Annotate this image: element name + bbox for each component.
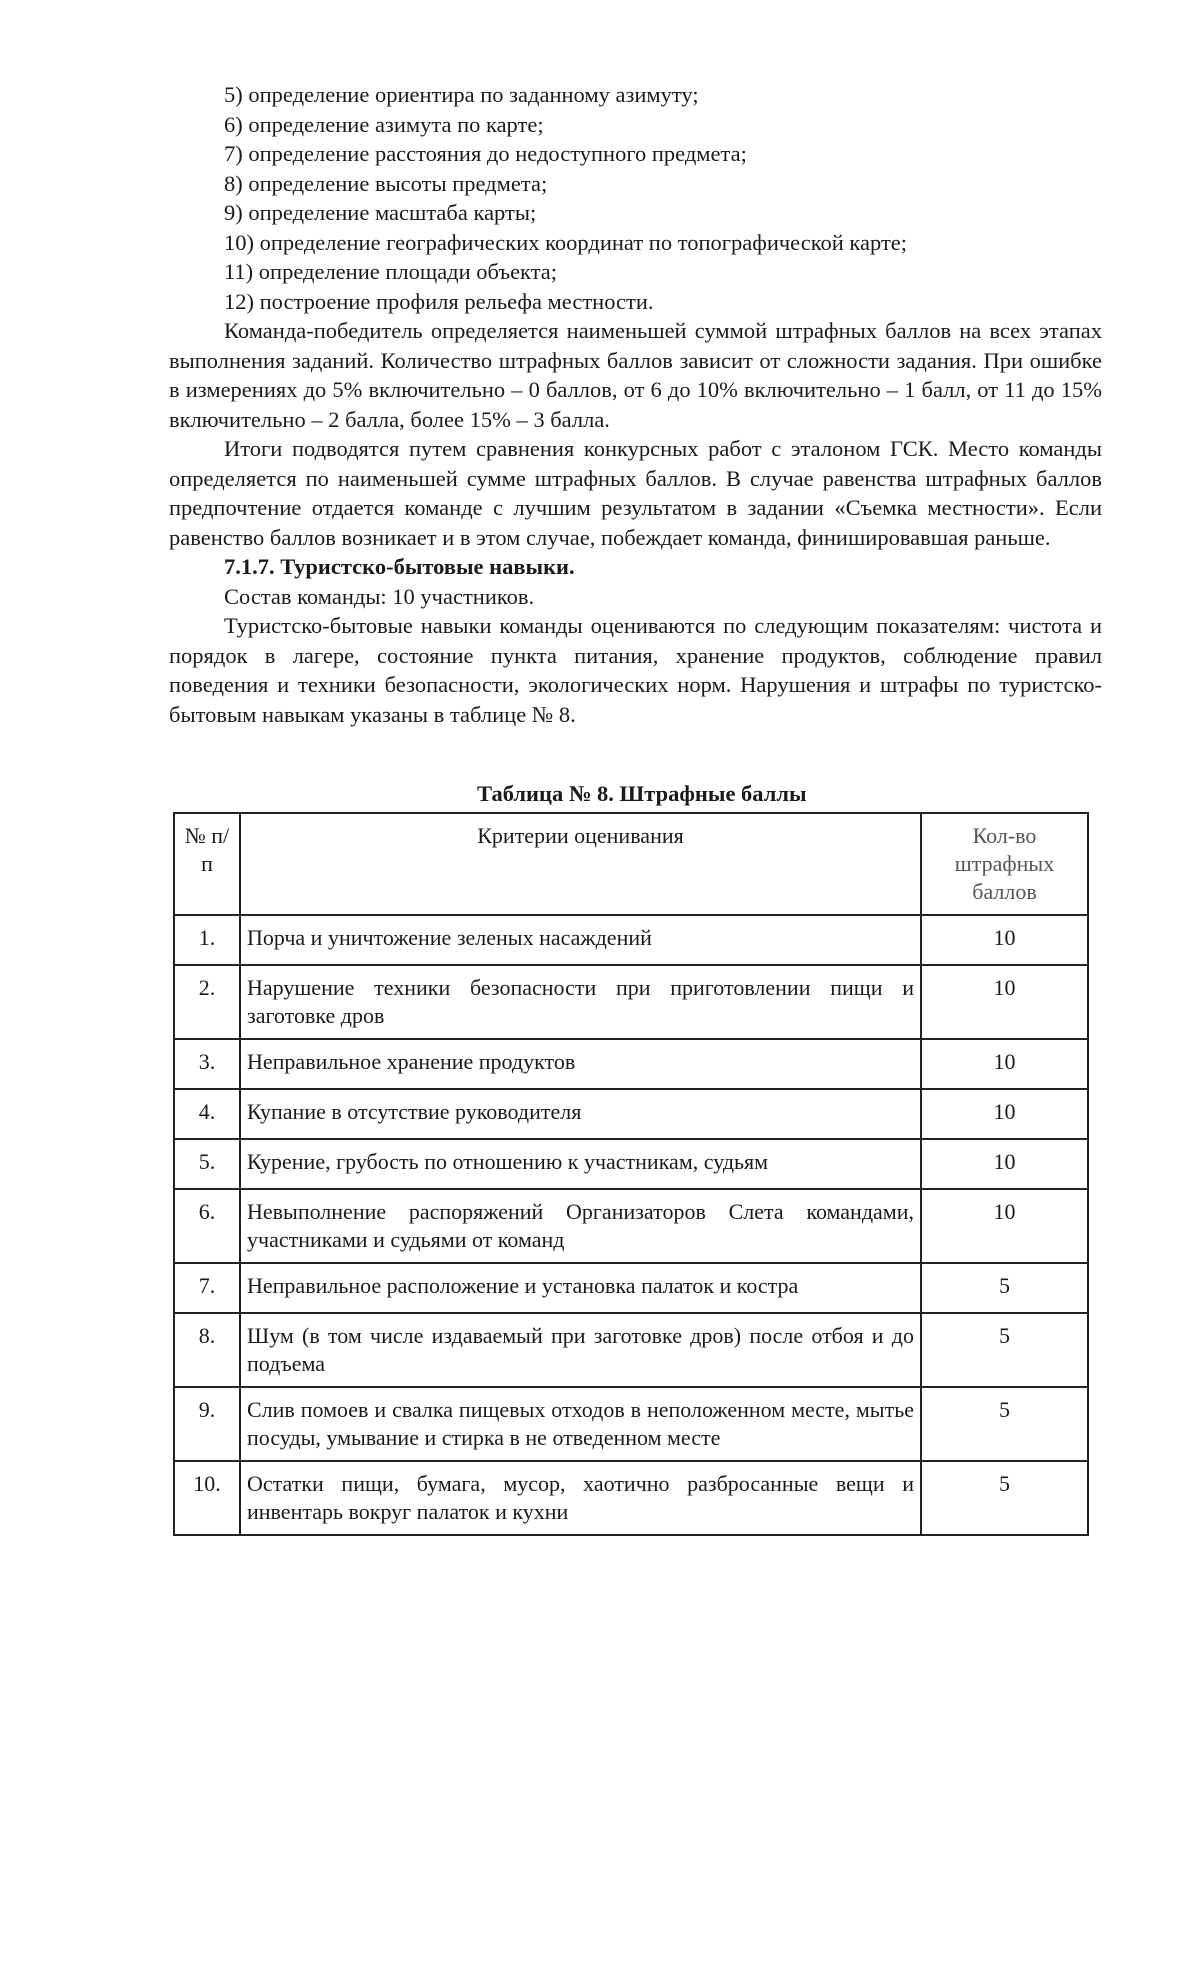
- list-item: 11) определение площади объекта;: [224, 259, 558, 284]
- table-row: [174, 1387, 1088, 1461]
- row-num: 10.: [174, 1461, 240, 1535]
- winner-paragraph: Команда-победитель определяется наименьшей суммой штрафных баллов на всех этапах выполнения заданий. Количество штрафных баллов зависит от сложности задания. При ошибке в измерениях до 5% включительно – 0 баллов, от 6 до 10% включительно – 1 балл, от 11 до 15% включительно – 2 балла, более 15% – 3 балла.: [169, 318, 1102, 432]
- table-caption: Таблица № 8. Штрафные баллы: [477, 781, 807, 806]
- row-points: 10: [921, 1189, 1088, 1263]
- list-item: 9) определение масштаба карты;: [224, 200, 537, 225]
- row-criteria: Неправильное хранение продуктов: [240, 1039, 921, 1089]
- results-paragraph: Итоги подводятся путем сравнения конкурсных работ с эталоном ГСК. Место команды определяется по наименьшей сумме штрафных баллов. В случае равенства штрафных баллов предпочтение отдается команде с лучшим результатом в задании «Съемка местности». Если равенство баллов возникает и в этом случае, побеждает команда, финишировавшая раньше.: [169, 436, 1102, 550]
- row-criteria: Шум (в том числе издаваемый при заготовке дров) после отбоя и до подъема: [240, 1313, 921, 1387]
- row-points: 10: [921, 1039, 1088, 1089]
- section-heading: 7.1.7. Туристско-бытовые навыки.: [224, 554, 575, 579]
- list-item: 10) определение географических координат по топографической карте;: [224, 229, 908, 255]
- row-points: 10: [921, 915, 1088, 965]
- table-header-row: [174, 813, 1088, 915]
- row-criteria: Порча и уничтожение зеленых насаждений: [240, 915, 921, 965]
- skills-paragraph: Туристско-бытовые навыки команды оцениваются по следующим показателям: чистота и порядок в лагере, состояние пункта питания, хранение продуктов, соблюдение правил поведения и техники безопасности, экологических норм. Нарушения и штрафы по туристско-бытовым навыкам указаны в таблице № 8.: [169, 613, 1102, 727]
- row-criteria: Невыполнение распоряжений Организаторов Слета командами, участниками и судьями от команд: [240, 1189, 921, 1263]
- list-item: 12) построение профиля рельефа местности.: [224, 288, 654, 314]
- row-num: 5.: [174, 1139, 240, 1189]
- row-points: 10: [921, 1089, 1088, 1139]
- row-num: 1.: [174, 915, 240, 965]
- list-item: 7) определение расстояния до недоступного предмета;: [224, 141, 747, 166]
- row-num: 8.: [174, 1313, 240, 1387]
- row-num: 7.: [174, 1263, 240, 1313]
- table-row: [174, 1139, 1088, 1189]
- row-criteria: Курение, грубость по отношению к участникам, судьям: [240, 1139, 921, 1189]
- table-row: [174, 1039, 1088, 1089]
- row-criteria: Купание в отсутствие руководителя: [240, 1089, 921, 1139]
- row-points: 5: [921, 1263, 1088, 1313]
- row-num: 2.: [174, 965, 240, 1039]
- row-criteria: Нарушение техники безопасности при приготовлении пищи и заготовке дров: [240, 965, 921, 1039]
- row-num: 3.: [174, 1039, 240, 1089]
- row-points: 5: [921, 1461, 1088, 1535]
- row-num: 4.: [174, 1089, 240, 1139]
- team-composition: Состав команды: 10 участников.: [224, 583, 535, 609]
- table-row: [174, 1189, 1088, 1263]
- table-row: [174, 915, 1088, 965]
- table-row: [174, 1461, 1088, 1535]
- body-text: [169, 80, 1102, 729]
- penalty-table: [173, 812, 1089, 1536]
- table-row: [174, 1263, 1088, 1313]
- row-points: 5: [921, 1313, 1088, 1387]
- table-row: [174, 965, 1088, 1039]
- list-item: 6) определение азимута по карте;: [224, 111, 544, 137]
- row-num: 6.: [174, 1189, 240, 1263]
- row-num: 9.: [174, 1387, 240, 1461]
- list-item: 5) определение ориентира по заданному азимуту;: [224, 82, 699, 107]
- list-item: 8) определение высоты предмета;: [224, 170, 548, 196]
- row-points: 10: [921, 965, 1088, 1039]
- table-row: [174, 1089, 1088, 1139]
- header-num: № п/п: [174, 813, 240, 915]
- row-points: 10: [921, 1139, 1088, 1189]
- task-list: [169, 80, 1102, 316]
- header-points: Кол-во штрафных баллов: [921, 813, 1088, 915]
- row-criteria: Неправильное расположение и установка палаток и костра: [240, 1263, 921, 1313]
- table-row: [174, 1313, 1088, 1387]
- header-criteria: Критерии оценивания: [240, 813, 921, 915]
- row-points: 5: [921, 1387, 1088, 1461]
- row-criteria: Слив помоев и свалка пищевых отходов в неположенном месте, мытье посуды, умывание и стирка в не отведенном месте: [240, 1387, 921, 1461]
- row-criteria: Остатки пищи, бумага, мусор, хаотично разбросанные вещи и инвентарь вокруг палаток и кухни: [240, 1461, 921, 1535]
